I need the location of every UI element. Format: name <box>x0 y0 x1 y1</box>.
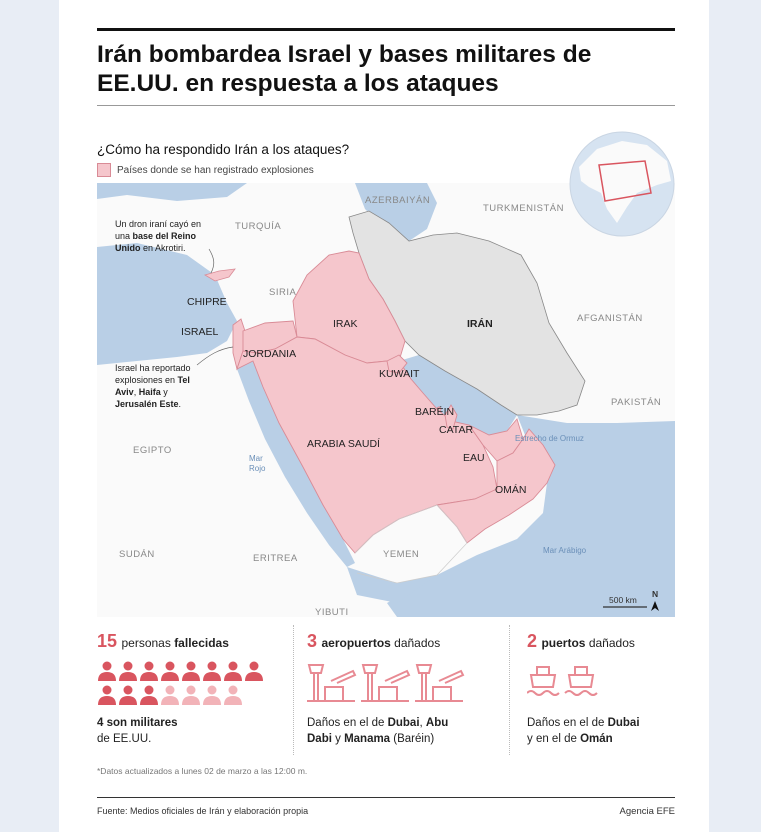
label-catar: CATAR <box>439 424 474 436</box>
ann-israel-l1: Israel ha reportado <box>115 363 191 373</box>
person-icon <box>140 686 158 706</box>
ann-cyprus-l3b: en Akrotiri. <box>140 243 186 253</box>
person-icon <box>98 686 116 706</box>
stat-deaths <box>97 625 283 765</box>
scale-label: 500 km <box>609 595 637 605</box>
svg-text:Unido en Akrotiri. <box>115 243 186 253</box>
svg-text:Un dron iraní cayó en <box>115 219 201 229</box>
infographic-card <box>59 0 709 832</box>
deaths-desc <box>97 715 178 747</box>
person-icon <box>140 662 158 682</box>
person-icon <box>98 662 116 682</box>
person-icon <box>161 686 179 706</box>
legend-swatch <box>97 163 111 177</box>
svg-text:Israel ha reportado <box>115 363 191 373</box>
airports-post: dañados <box>390 636 441 650</box>
label-barein: BARÉIN <box>415 406 455 418</box>
ports-number: 2 <box>527 631 538 651</box>
person-icon <box>119 686 137 706</box>
label-egipto: EGIPTO <box>133 445 172 456</box>
ship-icon <box>565 667 597 695</box>
ann-israel-l3c: Haifa <box>138 387 161 397</box>
ann-cyprus-l1: Un dron iraní cayó en <box>115 219 202 229</box>
divider-1 <box>293 625 294 755</box>
deaths-desc-l1: 4 son militares <box>97 717 178 729</box>
label-mar-rojo-1: Mar <box>249 454 263 463</box>
person-icon <box>161 662 179 682</box>
airports-desc-l1b: Dubai <box>387 717 420 729</box>
label-jordania: JORDANIA <box>243 348 297 360</box>
airports-desc <box>307 715 448 747</box>
person-icon <box>182 686 200 706</box>
label-turquia: TURQUÍA <box>235 221 282 232</box>
ann-cyprus-l2b: base del Reino <box>132 231 197 241</box>
stat-ports <box>527 625 675 765</box>
middle-east-map <box>97 183 675 617</box>
airports-desc-l2d: (Baréin) <box>390 733 435 745</box>
label-israel: ISRAEL <box>181 326 219 338</box>
ann-cyprus-l2a: una <box>115 231 133 241</box>
label-oman: OMÁN <box>495 484 527 496</box>
ship-icon <box>527 667 559 695</box>
label-estrecho-ormuz: Estrecho de Ormuz <box>515 434 584 443</box>
ports-desc-l1a: Daños en el de <box>527 717 608 729</box>
airports-desc-l2a: Dabi <box>307 733 332 745</box>
label-eritrea: ERITREA <box>253 553 298 564</box>
ports-desc-l1b: Dubai <box>607 717 640 729</box>
agency-credit: Agencia EFE <box>619 806 675 817</box>
person-icon <box>119 662 137 682</box>
label-kuwait: KUWAIT <box>379 368 420 380</box>
label-iran: IRÁN <box>467 318 493 330</box>
update-note: *Datos actualizados a lunes 02 de marzo a las 12:00 m. <box>97 766 308 776</box>
airport-icons <box>307 661 467 712</box>
deaths-label: fallecidas <box>174 636 229 650</box>
label-afganistan: AFGANISTÁN <box>577 313 643 324</box>
section-subtitle: ¿Cómo ha respondido Irán a los ataques? <box>97 142 350 157</box>
stats-section <box>97 625 675 765</box>
airports-number: 3 <box>307 631 318 651</box>
ann-israel-l3a: Aviv <box>115 387 134 397</box>
svg-text:Jerusalén Este. <box>115 399 181 409</box>
map-legend <box>97 163 314 177</box>
airports-desc-l1d: Abu <box>425 717 449 729</box>
ports-desc-l2a: y en el de <box>527 733 581 745</box>
airport-icon <box>307 665 355 701</box>
ann-israel-l4a: Jerusalén Este <box>115 399 179 409</box>
label-sudan: SUDÁN <box>119 549 155 560</box>
person-icon <box>224 662 242 682</box>
label-eau: EAU <box>463 452 485 464</box>
source-credit: Fuente: Medios oficiales de Irán y elaboración propia <box>97 806 309 816</box>
airport-icons-svg <box>307 661 467 707</box>
ann-israel-l3d: y <box>160 387 168 397</box>
label-pakistan: PAKISTÁN <box>611 397 662 408</box>
north-label: N <box>652 589 659 599</box>
svg-text:una base del Reino <box>115 231 197 241</box>
airports-label: aeropuertos <box>321 636 391 650</box>
ann-israel-l2a: explosiones en <box>115 375 178 385</box>
ports-desc-l2b: Omán <box>580 733 613 745</box>
port-icons <box>527 661 627 712</box>
deaths-number: 15 <box>97 631 118 651</box>
ports-desc <box>527 715 640 747</box>
deaths-desc-l2: de EE.UU. <box>97 733 152 745</box>
title-divider <box>97 105 675 106</box>
airport-icon <box>361 665 409 701</box>
airports-desc-l2c: Manama <box>344 733 391 745</box>
person-icon <box>182 662 200 682</box>
ports-post: dañados <box>585 636 635 650</box>
ann-israel-l2b: Tel <box>177 375 190 385</box>
locator-globe <box>567 127 677 242</box>
svg-text:explosiones en Tel <box>115 375 190 385</box>
person-icon <box>203 686 221 706</box>
people-icons <box>97 661 283 716</box>
ann-israel-l3b: , <box>133 387 139 397</box>
airports-desc-l1c: , <box>419 717 426 729</box>
airports-desc-l2b: y <box>331 733 345 745</box>
label-mar-rojo-2: Rojo <box>249 464 266 473</box>
people-icons-svg <box>97 661 283 711</box>
divider-2 <box>509 625 510 755</box>
person-icon <box>245 662 263 682</box>
label-arabia-saudi: ARABIA SAUDÍ <box>307 438 380 450</box>
ports-label: puertos <box>541 636 586 650</box>
person-icon <box>224 686 242 706</box>
label-irak: IRAK <box>333 318 358 330</box>
label-azerbaiyan: AZERBAIYÁN <box>365 195 431 206</box>
airports-desc-l1a: Daños en el de <box>307 717 388 729</box>
deaths-pre: personas <box>121 636 175 650</box>
label-yibuti: YIBUTI <box>315 607 349 617</box>
top-rule <box>97 28 675 31</box>
legend-label: Países donde se han registrado explosiones <box>117 164 314 176</box>
port-icons-svg <box>527 661 627 707</box>
svg-text:Aviv, Haifa y <box>115 387 168 397</box>
stat-airports <box>307 625 497 765</box>
airport-icon <box>415 665 463 701</box>
label-chipre: CHIPRE <box>187 296 227 308</box>
label-turkmenistan: TURKMENISTÁN <box>483 203 564 214</box>
ann-cyprus-l3a: Unido <box>115 243 141 253</box>
ann-israel-l4b: . <box>178 399 182 409</box>
label-mar-arabigo: Mar Arábigo <box>543 546 587 555</box>
page-title: Irán bombardea Israel y bases militares de EE.UU. en respuesta a los ataques <box>97 41 592 97</box>
person-icon <box>203 662 221 682</box>
label-yemen: YEMEN <box>383 549 420 560</box>
footer-rule <box>97 797 675 798</box>
label-siria: SIRIA <box>269 287 297 298</box>
